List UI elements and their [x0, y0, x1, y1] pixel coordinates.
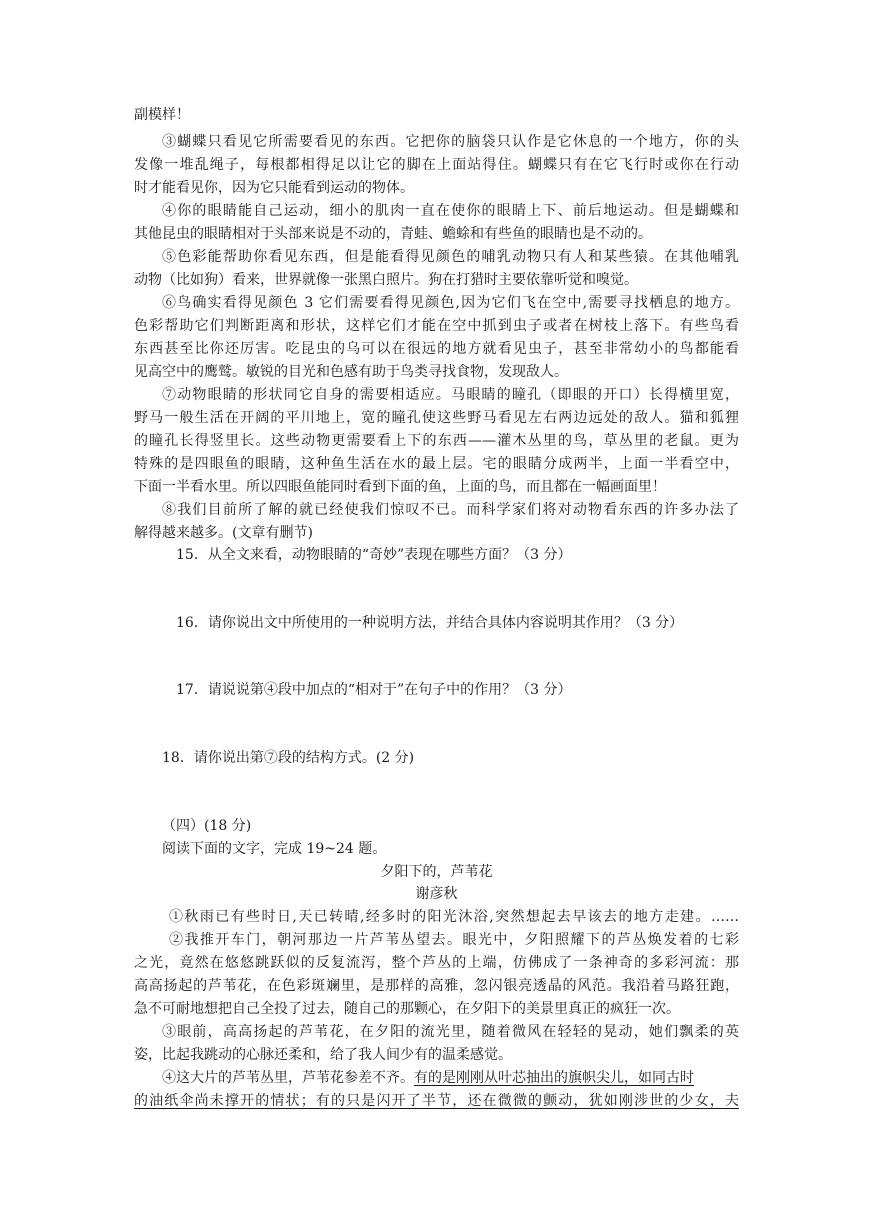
passage-line: 的瞳孔长得竖里长。这些动物更需要看上下的东西——灌木丛里的鸟，草丛里的老鼠。更为 — [134, 433, 739, 449]
passage-line: 动物（比如狗）看来，世界就像一张黑白照片。狗在打猎时主要依靠听觉和嗅觉。 — [134, 272, 638, 288]
passage-line: 下面一半看水里。所以四眼鱼能同时看到下面的鱼，上面的鸟，而且都在一幅画面里！ — [134, 479, 666, 495]
passage-line: 见高空中的鹰鹫。敏锐的目光和色感有助于鸟类寻找食物，发现敌人。 — [134, 364, 568, 380]
passage-paragraph-7: ⑦动物眼睛的形状同它自身的需要相适应。马眼睛的瞳孔（即眼的开口）长得横里宽， — [162, 387, 739, 403]
passage-line: 东西甚至比你还厉害。吃昆虫的乌可以在很远的地方就看见虫子，甚至非常幼小的鸟都能看 — [134, 341, 739, 357]
passage-line: 发像一堆乱绳子，每根都相得足以让它的脚在上面站得住。蝴蝶只有在它飞行时或你在行动 — [134, 157, 739, 173]
passage-line: 其他昆虫的眼睛相对于头部来说是不动的，青蛙、蟾蜍和有些鱼的眼睛也是不动的。 — [134, 226, 652, 242]
article-line: 姿，比起我跳动的心脉还柔和，给了我人间少有的温柔感觉。 — [134, 1047, 512, 1063]
question-17: 17．请说说第④段中加点的“相对于”在句子中的作用？（3 分） — [176, 682, 572, 698]
passage-paragraph-4: ④你的眼睛能自己运动，细小的肌肉一直在使你的眼睛上下、前后地运动。但是蝴蝶和 — [162, 203, 739, 219]
passage-paragraph-6: ⑥鸟确实看得见颜色 3 它们需要看得见颜色,因为它们飞在空中,需要寻找栖息的地方。 — [162, 295, 739, 311]
question-18: 18．请你说出第⑦段的结构方式。(2 分) — [162, 750, 415, 766]
article-author: 谢彦秋 — [415, 886, 458, 902]
passage-line: 解得越来越多。(文章有删节) — [134, 525, 313, 541]
passage-line: 特殊的是四眼鱼的眼睛，这种鱼生活在水的最上层。宅的眼睛分成两半，上面一半看空中， — [134, 456, 739, 472]
section-4-header: （四）(18 分) — [162, 818, 252, 834]
article-paragraph-1: ①秋雨已有些时日,天已转晴,经多时的阳光沐浴,突然想起去早该去的地方走建。…… — [169, 909, 739, 925]
underlined-sentence: 有的是刚刚从叶芯抽出的旗帜尖儿，如同古时 — [414, 1070, 694, 1086]
question-15: 15．从全文来看，动物眼睛的“奇妙”表现在哪些方面？（3 分） — [176, 547, 572, 563]
article-paragraph-3: ③眼前，高高扬起的芦苇花，在夕阳的流光里，随着微风在轻轻的晃动，她们飘柔的英 — [162, 1024, 739, 1040]
underlined-line: 的油纸伞尚未撑开的情状；有的只是闪开了半节，还在微微的颤动，犹如刚涉世的少女，夫 — [134, 1093, 739, 1109]
article-line: 之光，竟然在悠悠跳跃似的反复流泻，整个芦丛的上端，仿佛成了一条神奇的多彩河流：那 — [134, 955, 739, 971]
passage-paragraph-8: ⑧我们目前所了解的就已经使我们惊叹不已。而科学家们将对动物看东西的许多办法了 — [162, 502, 739, 518]
passage-paragraph-5: ⑤色彩能帮助你看见东西，但是能看得见颜色的哺乳动物只有人和某些猿。在其他哺乳 — [162, 249, 739, 265]
passage-line: 野马一般生活在开阔的平川地上，宽的瞳孔使这些野马看见左右两边远处的敌人。猫和狐狸 — [134, 410, 739, 426]
section-4-instruction: 阅读下面的文字，完成 19~24 题。 — [162, 841, 387, 857]
question-16: 16．请你说出文中所使用的一种说明方法，并结合具体内容说明其作用？（3 分） — [176, 615, 684, 631]
article-title: 夕阳下的，芦苇花 — [380, 864, 493, 880]
passage-line: 副模样！ — [134, 107, 190, 123]
passage-line: 时才能看见你，因为它只能看到运动的物体。 — [134, 180, 414, 196]
article-line: 高高扬起的芦苇花，在色彩斑斓里，是那样的高雅，忽闪银亮透晶的风范。我沿着马路狂跑， — [134, 978, 739, 994]
article-paragraph-4 — [162, 1068, 739, 1088]
article-line: 急不可耐地想把自己全投了过去，随自己的那颗心，在夕阳下的美景里真正的疯狂一次。 — [134, 1001, 680, 1017]
article-paragraph-2: ②我推开车门，朝河那边一片芦苇丛望去。眼光中，夕阳照耀下的芦丛焕发着的七彩 — [169, 932, 739, 948]
passage-line: 色彩帮助它们判断距离和形状，这样它们才能在空中抓到虫子或者在树枝上落下。有些鸟看 — [134, 318, 739, 334]
article-plain-text: ④这大片的芦苇丛里，芦苇花参差不齐。 — [162, 1070, 414, 1086]
passage-paragraph-3: ③蝴蝶只看见它所需要看见的东西。它把你的脑袋只认作是它休息的一个地方，你的头 — [162, 134, 739, 150]
